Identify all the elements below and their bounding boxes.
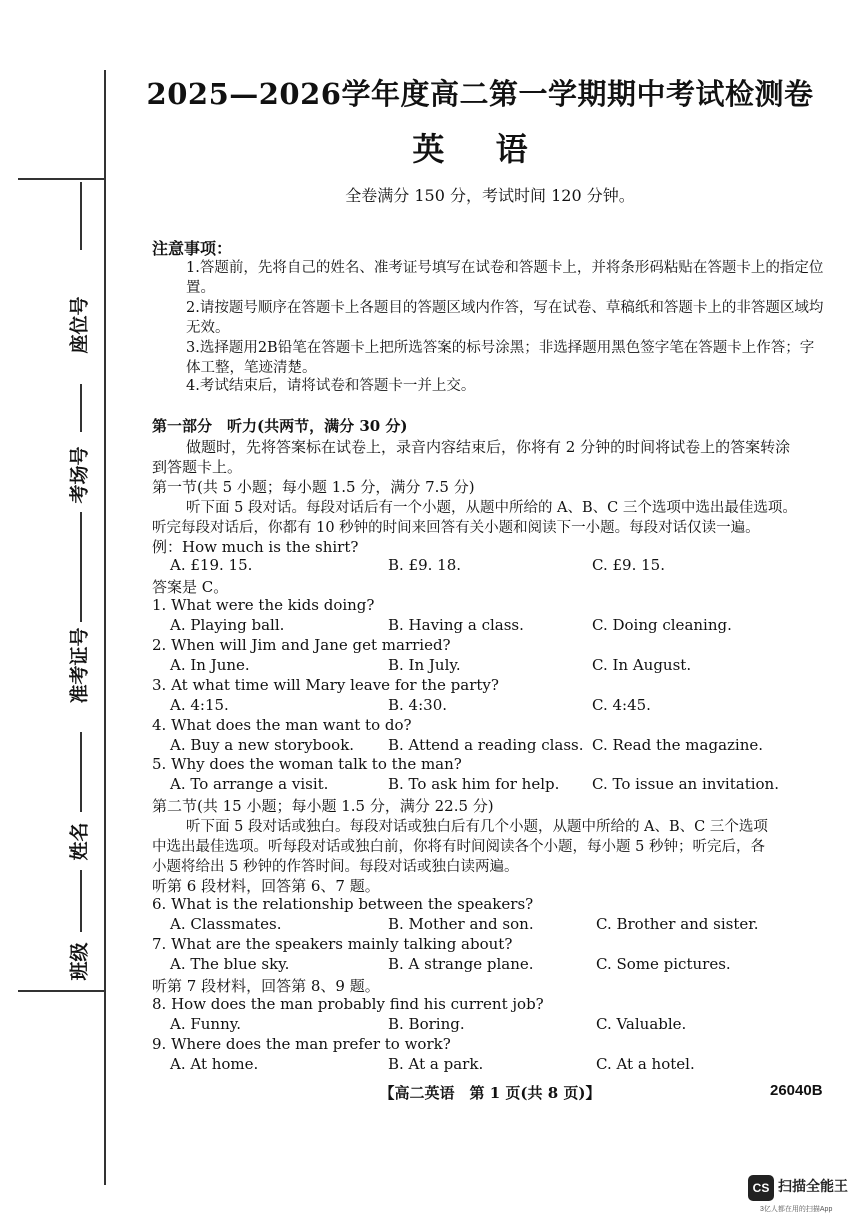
side-rule [18,990,104,992]
section1-heading: 第一节(共 5 小题；每小题 1.5 分，满分 7.5 分) [152,478,475,496]
section2-intro: 小题将给出 5 秒钟的作答时间。每段对话或独白读两遍。 [152,859,519,875]
option-c: C. In August. [592,656,692,674]
paper-code: 26040B [770,1082,823,1099]
option-c: C. Doing cleaning. [592,616,732,634]
section1-intro: 听完每段对话后，你都有 10 秒钟的时间来回答有关小题和阅读下一小题。每段对话仅读一遍。 [152,520,760,536]
option-a: A. To arrange a visit. [170,775,329,793]
question-text: 5. Why does the woman talk to the man? [152,755,462,773]
option-a: A. Playing ball. [170,616,285,634]
seat-number-label: 座位号 [68,296,91,354]
section2-heading: 第二节(共 15 小题；每小题 1.5 分，满分 22.5 分) [152,797,494,815]
ticket-line [80,512,82,622]
question-text: 2. When will Jim and Jane get married? [152,636,451,654]
material-heading: 听第 6 段材料，回答第 6、7 题。 [152,877,380,895]
example-option-c: C. £9. 15. [592,556,665,574]
name-line [80,732,82,812]
option-c: C. 4:45. [592,696,651,714]
option-b: B. To ask him for help. [388,775,560,793]
option-b: B. A strange plane. [388,955,534,973]
watermark-subtext: 3亿人都在用的扫描App [760,1206,833,1213]
score-info: 全卷满分 150 分，考试时间 120 分钟。 [345,186,635,205]
question-text: 7. What are the speakers mainly talking about? [152,935,513,953]
option-a: A. The blue sky. [170,955,290,973]
option-c: C. At a hotel. [596,1055,695,1073]
room-line [80,384,82,432]
subject-title: 英 语 [412,130,548,168]
section1-intro: 听下面 5 段对话。每段对话后有一个小题，从题中所给的 A、B、C 三个选项中选出最佳选项。 [186,500,797,516]
option-c: C. Read the magazine. [592,736,764,754]
question-text: 8. How does the man probably find his current job? [152,995,544,1013]
question-text: 1. What were the kids doing? [152,596,375,614]
section2-intro: 中选出最佳选项。听每段对话或独白前，你将有时间阅读各个小题，每小题 5 秒钟；听完后，各 [152,839,765,855]
watermark-text: 扫描全能王 [778,1178,848,1194]
option-b: B. Attend a reading class. [388,736,584,754]
class-line [80,870,82,932]
exam-room-label: 考场号 [68,446,91,504]
notice-item: 3.选择题用2B铅笔在答题卡上把所选答案的标号涂黑；非选择题用黑色签字笔在答题卡上作答；字体工整，笔迹清楚。 [186,340,815,376]
option-c: C. Valuable. [596,1015,687,1033]
binding-line [104,70,106,1185]
option-c: C. To issue an invitation. [592,775,779,793]
option-b: B. At a park. [388,1055,484,1073]
question-text: 4. What does the man want to do? [152,716,412,734]
option-b: B. In July. [388,656,461,674]
question-text: 9. Where does the man prefer to work? [152,1035,451,1053]
notice-heading: 注意事项： [152,239,233,258]
option-a: A. Funny. [170,1015,242,1033]
notice-item: 4.考试结束后，请将试卷和答题卡一并上交。 [186,378,476,394]
class-label: 班级 [68,942,91,981]
side-rule [18,178,104,180]
seat-line [80,182,82,250]
notice-item: 1.答题前，先将自己的姓名、准考证号填写在试卷和答题卡上，并将条形码粘贴在答题卡上的指定位置。 [186,260,824,296]
name-label: 姓名 [68,822,91,861]
page-footer: 【高二英语 第 1 页(共 8 页)】 [379,1084,601,1102]
example-answer: 答案是 C。 [152,578,229,596]
option-b: B. Boring. [388,1015,465,1033]
part1-intro: 做题时，先将答案标在试卷上，录音内容结束后，你将有 2 分钟的时间将试卷上的答案转涂 [186,438,791,456]
option-b: B. Mother and son. [388,915,534,933]
ticket-number-label: 准考证号 [68,627,91,704]
example-question: 例：How much is the shirt? [152,538,359,556]
option-c: C. Brother and sister. [596,915,759,933]
section2-intro: 听下面 5 段对话或独白。每段对话或独白后有几个小题，从题中所给的 A、B、C 三个选项 [186,819,768,835]
option-a: A. Classmates. [170,915,282,933]
camscanner-logo-icon: CS [748,1175,774,1201]
option-c: C. Some pictures. [596,955,731,973]
option-a: A. 4:15. [170,696,229,714]
material-heading: 听第 7 段材料，回答第 8、9 题。 [152,977,380,995]
example-option-a: A. £19. 15. [170,556,253,574]
part1-intro: 到答题卡上。 [152,458,243,476]
part1-heading: 第一部分 听力(共两节，满分 30 分) [152,417,408,435]
exam-title: 2025—2026学年度高二第一学期期中考试检测卷 [146,77,814,111]
option-a: A. In June. [170,656,250,674]
example-option-b: B. £9. 18. [388,556,462,574]
question-text: 6. What is the relationship between the speakers? [152,895,534,913]
option-b: B. Having a class. [388,616,524,634]
option-a: A. At home. [170,1055,259,1073]
question-text: 3. At what time will Mary leave for the party? [152,676,499,694]
option-a: A. Buy a new storybook. [170,736,355,754]
option-b: B. 4:30. [388,696,448,714]
notice-item: 2.请按题号顺序在答题卡上各题目的答题区域内作答，写在试卷、草稿纸和答题卡上的非答题区域均无效。 [186,300,824,336]
